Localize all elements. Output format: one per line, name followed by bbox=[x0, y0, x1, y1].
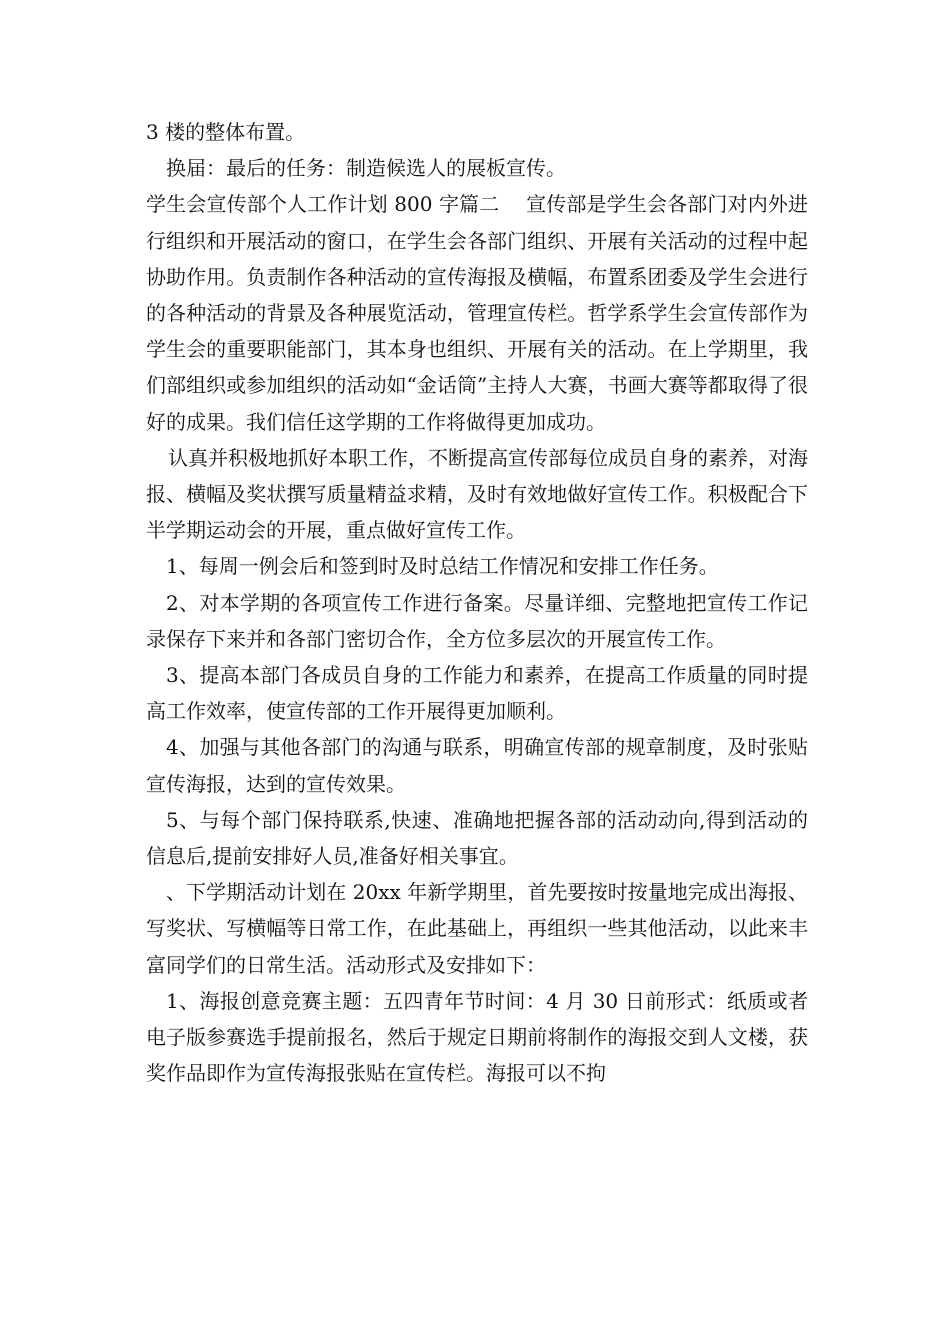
paragraph: 2、对本学期的各项宣传工作进行备案。尽量详细、完整地把宣传工作记录保存下来并和各部门密切合作，全方位多层次的开展宣传工作。 bbox=[146, 590, 808, 651]
paragraph: 换届：最后的任务：制造候选人的展板宣传。 bbox=[166, 156, 566, 181]
paragraph: 3 楼的整体布置。 bbox=[146, 120, 306, 144]
paragraph: 、下学期活动计划在 20xx 年新学期里，首先要按时按量地完成出海报、写奖状、写横幅等日常工作，在此基础上，再组织一些其他活动，以此来丰富同学们的日常生活。活动形式及安排如下： bbox=[146, 880, 808, 977]
paragraph: 3、提高本部门各成员自身的工作能力和素养，在提高工作质量的同时提高工作效率，使宣传部的工作开展得更加顺利。 bbox=[146, 663, 808, 724]
paragraph: 4、加强与其他各部门的沟通与联系，明确宣传部的规章制度，及时张贴宣传海报，达到的宣传效果。 bbox=[146, 735, 808, 796]
paragraph: 学生会宣传部个人工作计划 800 字篇二 宣传部是学生会各部门对内外进行组织和开展活动的窗口，在学生会各部门组织、开展有关活动的过程中起协助作用。负责制作各种活动的宣传海报及横幅，布置系团委及学生会进行的各种活动的背景及各种展览活动，管理宣传栏。哲学系学生会宣传部作为学生会的重要职能部门，其本身也组织、开展有关的活动。在上学期里，我们部组织或参加组织的活动如“金话筒”主持人大赛，书画大赛等都取得了很好的成果。我们信任这学期的工作将做得更加成功。 bbox=[146, 192, 808, 434]
paragraph: 认真并积极地抓好本职工作，不断提高宣传部每位成员自身的素养，对海报、横幅及奖状撰写质量精益求精，及时有效地做好宣传工作。积极配合下半学期运动会的开展，重点做好宣传工作。 bbox=[146, 445, 808, 543]
paragraph: 1、海报创意竞赛主题：五四青年节时间：4 月 30 日前形式：纸质或者电子版参赛选手提前报名，然后于规定日期前将制作的海报交到人文楼，获奖作品即作为宣传海报张贴在宣传栏。海报可以不拘 bbox=[146, 988, 808, 1086]
paragraph: 1、每周一例会后和签到时及时总结工作情况和安排工作任务。 bbox=[166, 554, 719, 579]
document-body bbox=[146, 114, 808, 1091]
paragraph: 5、与每个部门保持联系,快速、准确地把握各部的活动动向,得到活动的信息后,提前安排好人员,准备好相关事宜。 bbox=[146, 807, 808, 869]
